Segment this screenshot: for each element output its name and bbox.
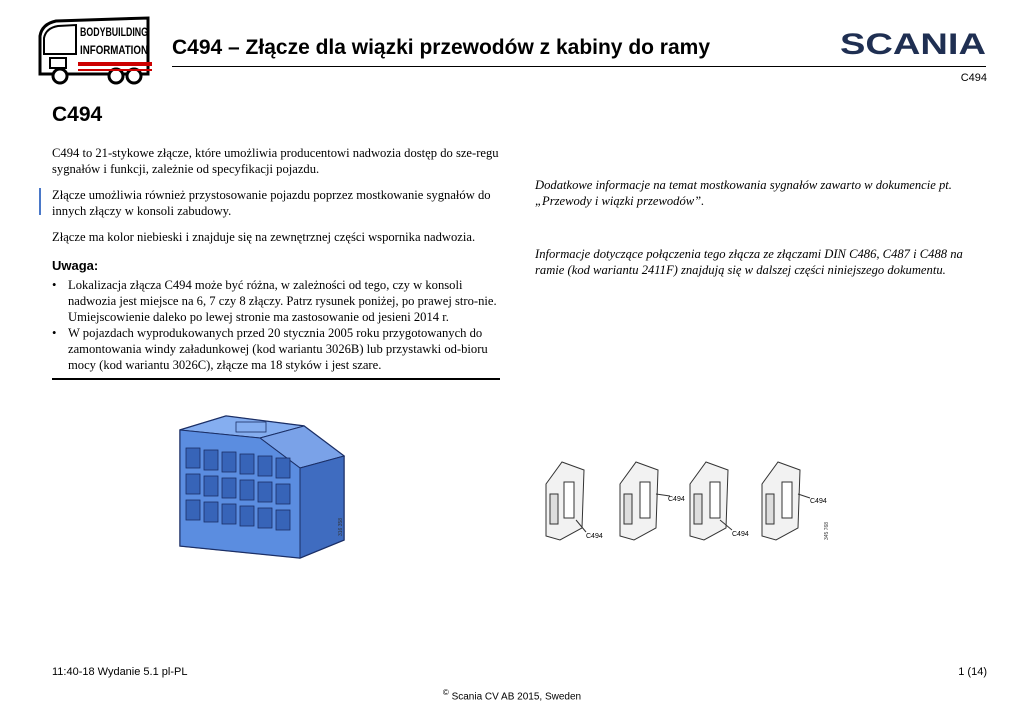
- note-bullet-text: Lokalizacja złącza C494 może być różna, w zależności od tego, czy w konsoli nadwozia jest miejsce na 6, 7 czy 8 złączy. Patrz rysunek poniżej, po prawej stro-nie. Umiejscowienie daleko po lewej stronie ma zastosowanie od jesieni 2014 r.: [68, 278, 497, 324]
- bracket-2: [620, 462, 670, 540]
- note-bullet-text: W pojazdach wyprodukowanych przed 20 stycznia 2005 roku przygotowanych do zamontowania windy załadunkowej (kod wariantu 3026B) lub przystawki od-bioru mocy (kod wariantu 3026C), złącze ma 18 styków i jest szare.: [68, 326, 488, 372]
- bracket-left: [546, 462, 586, 540]
- italic-note-bridging: Dodatkowe informacje na temat mostkowania sygnałów zawarto w dokumencie pt. „Przewody i wiązki przewodów”.: [535, 178, 952, 208]
- footer-copyright: [0, 688, 1024, 702]
- copyright-symbol: ©: [442, 688, 449, 697]
- bracket-illustrations: [536, 456, 836, 548]
- bodybuilding-information-logo: [36, 14, 158, 86]
- note-heading: Uwaga:: [52, 258, 99, 273]
- bracket-right: [762, 462, 810, 540]
- section-heading: C494: [52, 103, 103, 126]
- scania-logo-text: SCANIA: [840, 28, 986, 61]
- connector-figure-ref: 316 358: [338, 517, 344, 536]
- header-code: C494: [960, 72, 987, 84]
- logo-text-bodybuilding: BODYBUILDING: [80, 25, 148, 39]
- bullet-glyph: •: [52, 326, 57, 340]
- connector-illustration: [176, 412, 352, 562]
- change-bar: [39, 188, 41, 215]
- bracket-label: C494: [810, 498, 827, 505]
- note-bullet: [52, 277, 500, 325]
- footer-edition: 11:40-18 Wydanie 5.1 pl-PL: [52, 666, 188, 678]
- bracket-label: C494: [586, 533, 603, 540]
- bullet-glyph: •: [52, 278, 57, 292]
- copyright-text: Scania CV AB 2015, Sweden: [451, 691, 582, 703]
- paragraph-bridging: Złącze umożliwia również przystosowanie pojazdu poprzez mostkowanie sygnałów do innych złączy w konsoli zabudowy.: [52, 188, 491, 218]
- bracket-label: C494: [732, 531, 749, 538]
- paragraph-intro: C494 to 21-stykowe złącze, które umożliwia producentowi nadwozia dostęp do sze-regu sygnałów i funkcji, zależnie od specyfikacji pojazdu.: [52, 146, 499, 176]
- scania-logo: [840, 28, 988, 61]
- brackets-figure-ref: 345 768: [824, 521, 830, 540]
- document-title: C494 – Złącze dla wiązki przewodów z kabiny do ramy: [172, 36, 711, 59]
- italic-note-din-connectors: Informacje dotyczące połączenia tego złącza ze złączami DIN C486, C487 i C488 na ramie (kod wariantu 2411F) znajdują się w dalszej części niniejszego dokumentu.: [535, 247, 963, 277]
- header-rule: [172, 66, 986, 67]
- logo-text-information: INFORMATION: [80, 43, 148, 57]
- note-bullet: [52, 325, 500, 373]
- bracket-label: C494: [668, 496, 685, 503]
- note-rule: [52, 378, 500, 380]
- paragraph-color-location: Złącze ma kolor niebieski i znajduje się na zewnętrznej części wspornika nadwozia.: [52, 230, 476, 244]
- bracket-3: [690, 462, 732, 540]
- footer-page-number: 1 (14): [958, 666, 987, 678]
